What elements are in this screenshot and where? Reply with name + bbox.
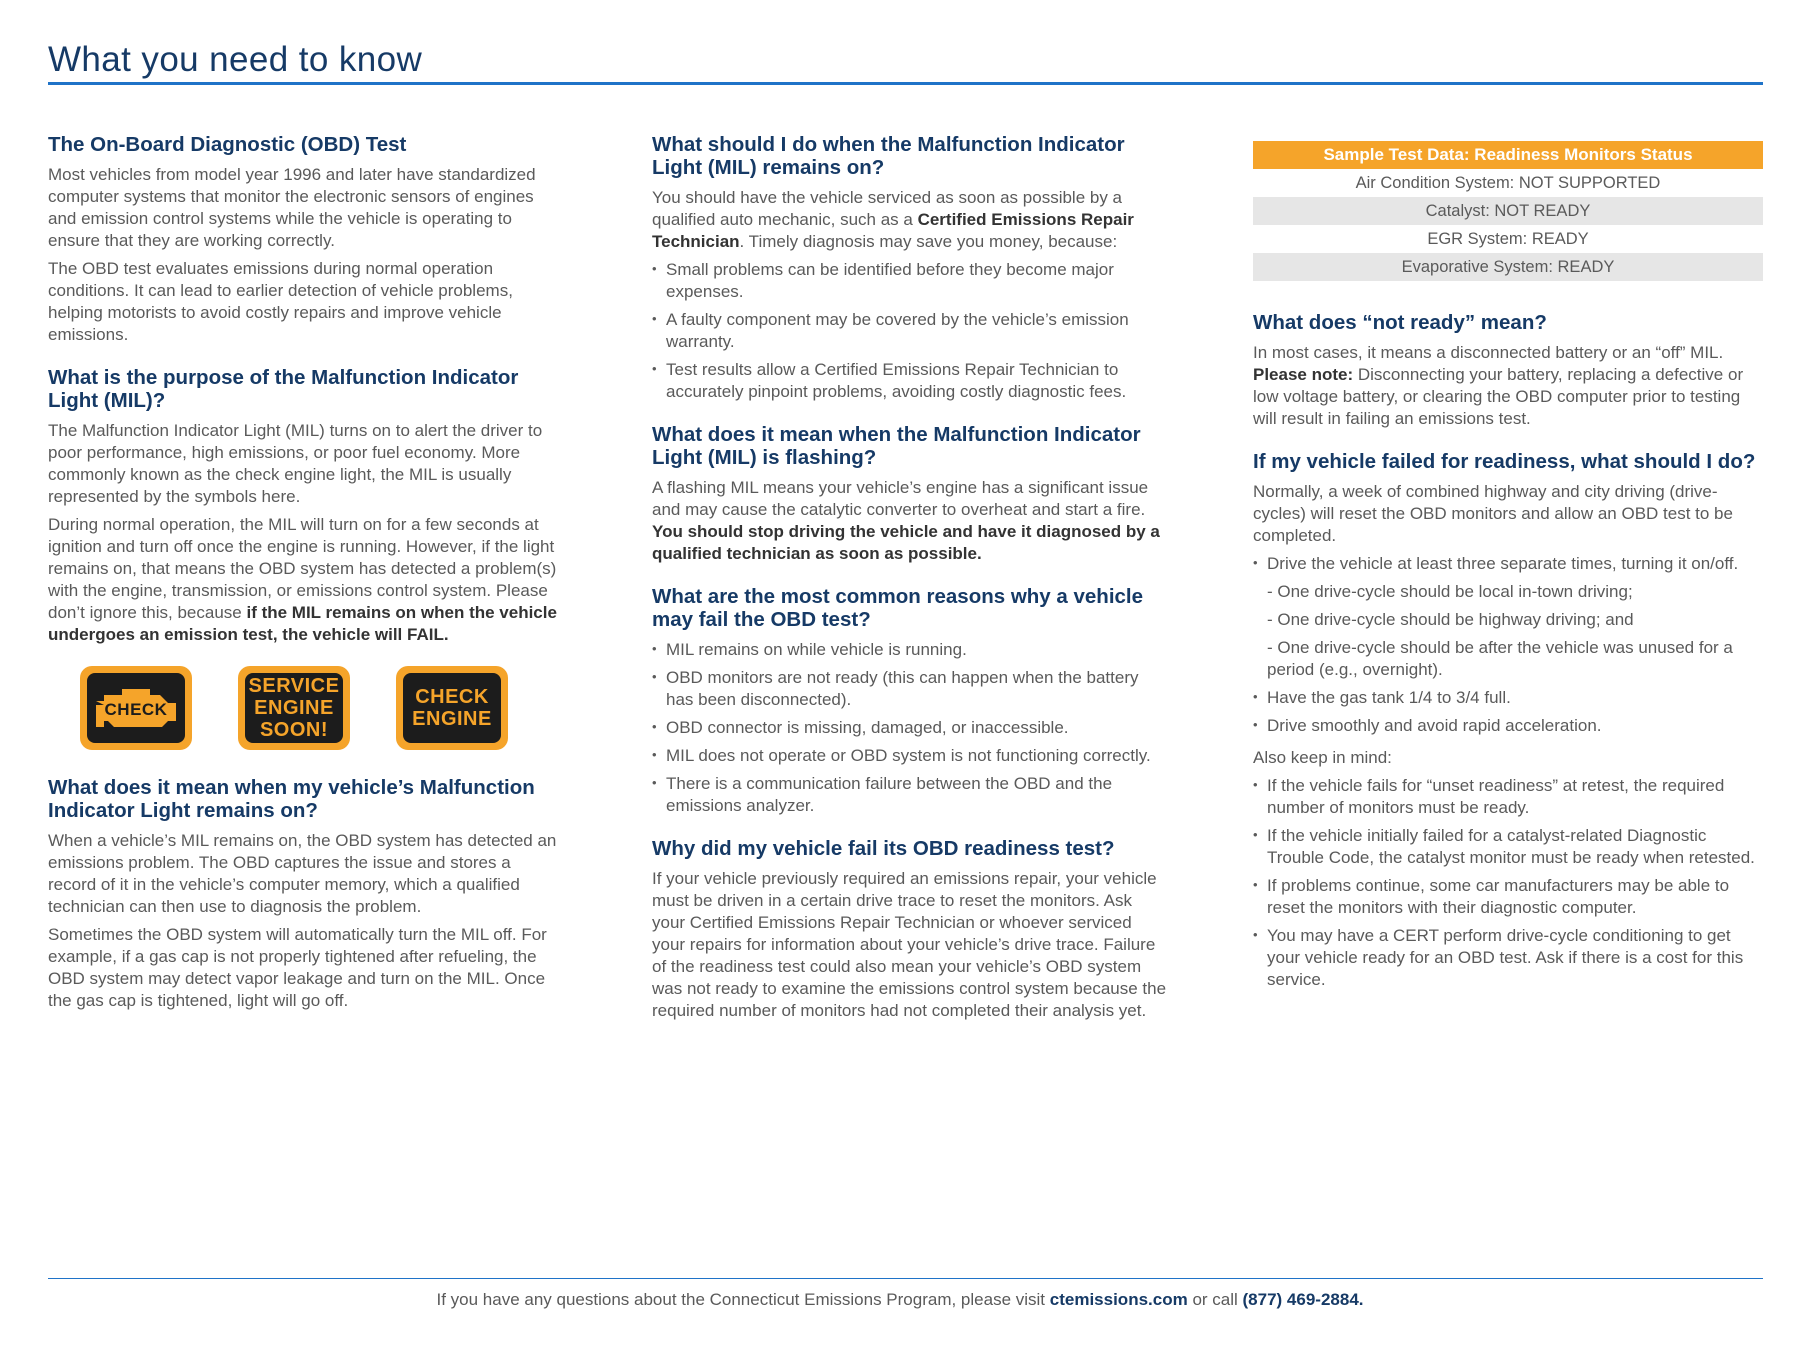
purpose-paragraph-1: The Malfunction Indicator Light (MIL) turns on to alert the driver to poor performance, high emissions, or poor fuel economy. More commonly known as the check engine light, the MIL is usually represented by the symbols here. bbox=[48, 421, 543, 506]
notready-paragraph: In most cases, it means a disconnected battery or an “off” MIL. Please note: Disconnecting your battery, replacing a defective or low voltage battery, or clearing the OBD computer prior to testing will result in failing an emissions test. bbox=[1253, 343, 1744, 428]
list-item: • Small problems can be identified before they become major expenses. bbox=[652, 259, 1167, 303]
table-row: Evaporative System: READY bbox=[1253, 253, 1763, 281]
reasons-heading: What are the most common reasons why a vehicle may fail the OBD test? bbox=[652, 585, 1144, 631]
section-obd-test bbox=[48, 133, 563, 346]
mil-symbols bbox=[80, 666, 563, 750]
failed-paragraph: Normally, a week of combined highway and city driving (drive-cycles) will reset the OBD monitors and allow an OBD test to be completed. bbox=[1253, 482, 1733, 545]
purpose-paragraph-2 bbox=[48, 514, 563, 646]
table-row: EGR System: READY bbox=[1427, 230, 1589, 248]
section-mil-remains bbox=[48, 776, 563, 1012]
section-fail-reasons bbox=[652, 585, 1167, 817]
check-engine-text-icon bbox=[396, 666, 508, 750]
page-title: What you need to know bbox=[48, 40, 423, 79]
should-paragraph: You should have the vehicle serviced as soon as possible by a qualified auto mechanic, such as a Certified Emissions Repair Technician. Timely diagnosis may save you money, because: bbox=[652, 188, 1134, 251]
obd-paragraph-1: Most vehicles from model year 1996 and later have standardized computer systems that monitor the electronic sensors of engines and emission control systems while the vehicle is operating to ensure that they are working correctly. bbox=[48, 165, 536, 250]
section-failed-readiness bbox=[1253, 450, 1763, 991]
why-paragraph: If your vehicle previously required an emissions repair, your vehicle must be driven in a certain drive trace to reset the monitors. Ask your Certified Emissions Repair Technician or whoever serviced your repairs for information about your vehicle’s drive trace. Failure of the readiness test could also mean your vehicle’s OBD system was not ready to examine the emissions control system because the required number of monitors had not completed their analysis yet. bbox=[652, 869, 1167, 1020]
list-item: - One drive-cycle should be after the vehicle was unused for a period (e.g., overnight). bbox=[1267, 638, 1733, 679]
should-list bbox=[652, 259, 1167, 403]
section-readiness-fail bbox=[652, 837, 1167, 1022]
section-mil-flashing bbox=[652, 423, 1167, 565]
list-item: • MIL remains on while vehicle is running. bbox=[652, 639, 1167, 661]
also-list bbox=[1253, 775, 1763, 991]
phone-number: (877) 469-2884. bbox=[1242, 1290, 1364, 1309]
table-row: Catalyst: NOT READY bbox=[1253, 197, 1763, 225]
footer-divider bbox=[48, 1278, 1763, 1279]
list-item: • If the vehicle fails for “unset readiness” at retest, the required number of monitors must be ready. bbox=[1253, 775, 1763, 819]
icon3-line-1: CHECK bbox=[415, 686, 489, 708]
column-2 bbox=[652, 133, 1167, 1042]
list-item: - One drive-cycle should be local in-town driving; bbox=[1267, 582, 1633, 601]
notready-heading: What does “not ready” mean? bbox=[1253, 311, 1547, 334]
list-item: • You may have a CERT perform drive-cycle conditioning to get your vehicle ready for an OBD test. Ask if there is a cost for this service. bbox=[1253, 925, 1763, 991]
list-item: • Have the gas tank 1/4 to 3/4 full. bbox=[1253, 687, 1763, 709]
table-header: Sample Test Data: Readiness Monitors Status bbox=[1253, 141, 1763, 169]
purpose-p2-text: During normal operation, the MIL will turn on for a few seconds at ignition and turn off once the engine is running. However, if the light remains on, that means the OBD system has detected a problem(s) with the engine, transmission, or emissions control system. Please don’t ignore this, because bbox=[48, 515, 557, 622]
section-mil-purpose bbox=[48, 366, 563, 646]
remains-heading: What does it mean when my vehicle’s Malfunction Indicator Light remains on? bbox=[48, 776, 535, 822]
purpose-heading: What is the purpose of the Malfunction Indicator Light (MIL)? bbox=[48, 366, 519, 412]
list-item: • If the vehicle initially failed for a catalyst-related Diagnostic Trouble Code, the catalyst monitor must be ready when retested. bbox=[1253, 825, 1763, 869]
flashing-heading: What does it mean when the Malfunction Indicator Light (MIL) is flashing? bbox=[652, 423, 1141, 469]
why-heading: Why did my vehicle fail its OBD readiness test? bbox=[652, 837, 1115, 860]
purpose-p2-bold: if the MIL remains on when the vehicle undergoes an emission test, the vehicle will FAIL. bbox=[48, 603, 557, 644]
obd-paragraph-2: The OBD test evaluates emissions during normal operation conditions. It can lead to earlier detection of vehicle problems, helping motorists to avoid costly repairs and improve vehicle emissions. bbox=[48, 259, 513, 344]
list-item: • Test results allow a Certified Emissions Repair Technician to accurately pinpoint problems, avoiding costly diagnostic fees. bbox=[652, 359, 1167, 403]
list-item: • There is a communication failure between the OBD and the emissions analyzer. bbox=[652, 773, 1167, 817]
website-link[interactable]: ctemissions.com bbox=[1049, 1290, 1188, 1309]
list-item: • MIL does not operate or OBD system is not functioning correctly. bbox=[652, 745, 1167, 767]
obd-heading: The On-Board Diagnostic (OBD) Test bbox=[48, 133, 407, 156]
reasons-list bbox=[652, 639, 1167, 817]
title-divider bbox=[48, 82, 1763, 85]
footer: If you have any questions about the Connecticut Emissions Program, please visit ctemissions.com or call (877) 469-2884. bbox=[436, 1290, 1364, 1309]
failed-heading: If my vehicle failed for readiness, what should I do? bbox=[1253, 450, 1756, 473]
section-what-to-do bbox=[652, 133, 1167, 403]
service-engine-soon-icon bbox=[238, 666, 350, 750]
list-item: • OBD connector is missing, damaged, or inaccessible. bbox=[652, 717, 1167, 739]
list-item: - One drive-cycle should be highway driving; and bbox=[1267, 610, 1634, 629]
remains-paragraph-1: When a vehicle’s MIL remains on, the OBD system has detected an emissions problem. The OBD captures the issue and stores a record of it in the vehicle’s computer memory, which a qualified technician can then use to diagnosis the problem. bbox=[48, 831, 557, 916]
also-keep-in-mind: Also keep in mind: bbox=[1253, 748, 1392, 767]
column-1 bbox=[48, 133, 563, 1032]
list-item: • Drive smoothly and avoid rapid acceleration. bbox=[1253, 715, 1763, 737]
list-item: • A faulty component may be covered by the vehicle’s emission warranty. bbox=[652, 309, 1167, 353]
icon1-label: CHECK bbox=[104, 700, 168, 719]
failed-list bbox=[1253, 553, 1763, 737]
icon3-line-2: ENGINE bbox=[412, 708, 492, 730]
flashing-paragraph: A flashing MIL means your vehicle’s engine has a significant issue and may cause the catalytic converter to overheat and start a fire. You should stop driving the vehicle and have it diagnosed by a qualified technician as soon as possible. bbox=[652, 478, 1160, 563]
icon2-line-1: SERVICE bbox=[248, 675, 340, 697]
list-item: • OBD monitors are not ready (this can happen when the battery has been disconnected). bbox=[652, 667, 1167, 711]
engine-icon bbox=[90, 681, 182, 735]
list-item: • If problems continue, some car manufacturers may be able to reset the monitors with their diagnostic computer. bbox=[1253, 875, 1763, 919]
remains-paragraph-2: Sometimes the OBD system will automatically turn the MIL off. For example, if a gas cap is not properly tightened after refueling, the OBD system may detect vapor leakage and turn on the MIL. Once the gas cap is tightened, light will go off. bbox=[48, 925, 547, 1010]
icon2-line-2: ENGINE bbox=[254, 697, 334, 719]
should-heading: What should I do when the Malfunction Indicator Light (MIL) remains on? bbox=[652, 133, 1125, 179]
readiness-table bbox=[1253, 141, 1763, 281]
section-not-ready bbox=[1253, 311, 1763, 430]
column-3 bbox=[1253, 137, 1763, 1011]
list-item: • Drive the vehicle at least three separate times, turning it on/off. bbox=[1253, 553, 1763, 575]
check-engine-symbol-icon bbox=[80, 666, 192, 750]
table-row: Air Condition System: NOT SUPPORTED bbox=[1355, 174, 1661, 192]
icon2-line-3: SOON! bbox=[259, 719, 329, 741]
